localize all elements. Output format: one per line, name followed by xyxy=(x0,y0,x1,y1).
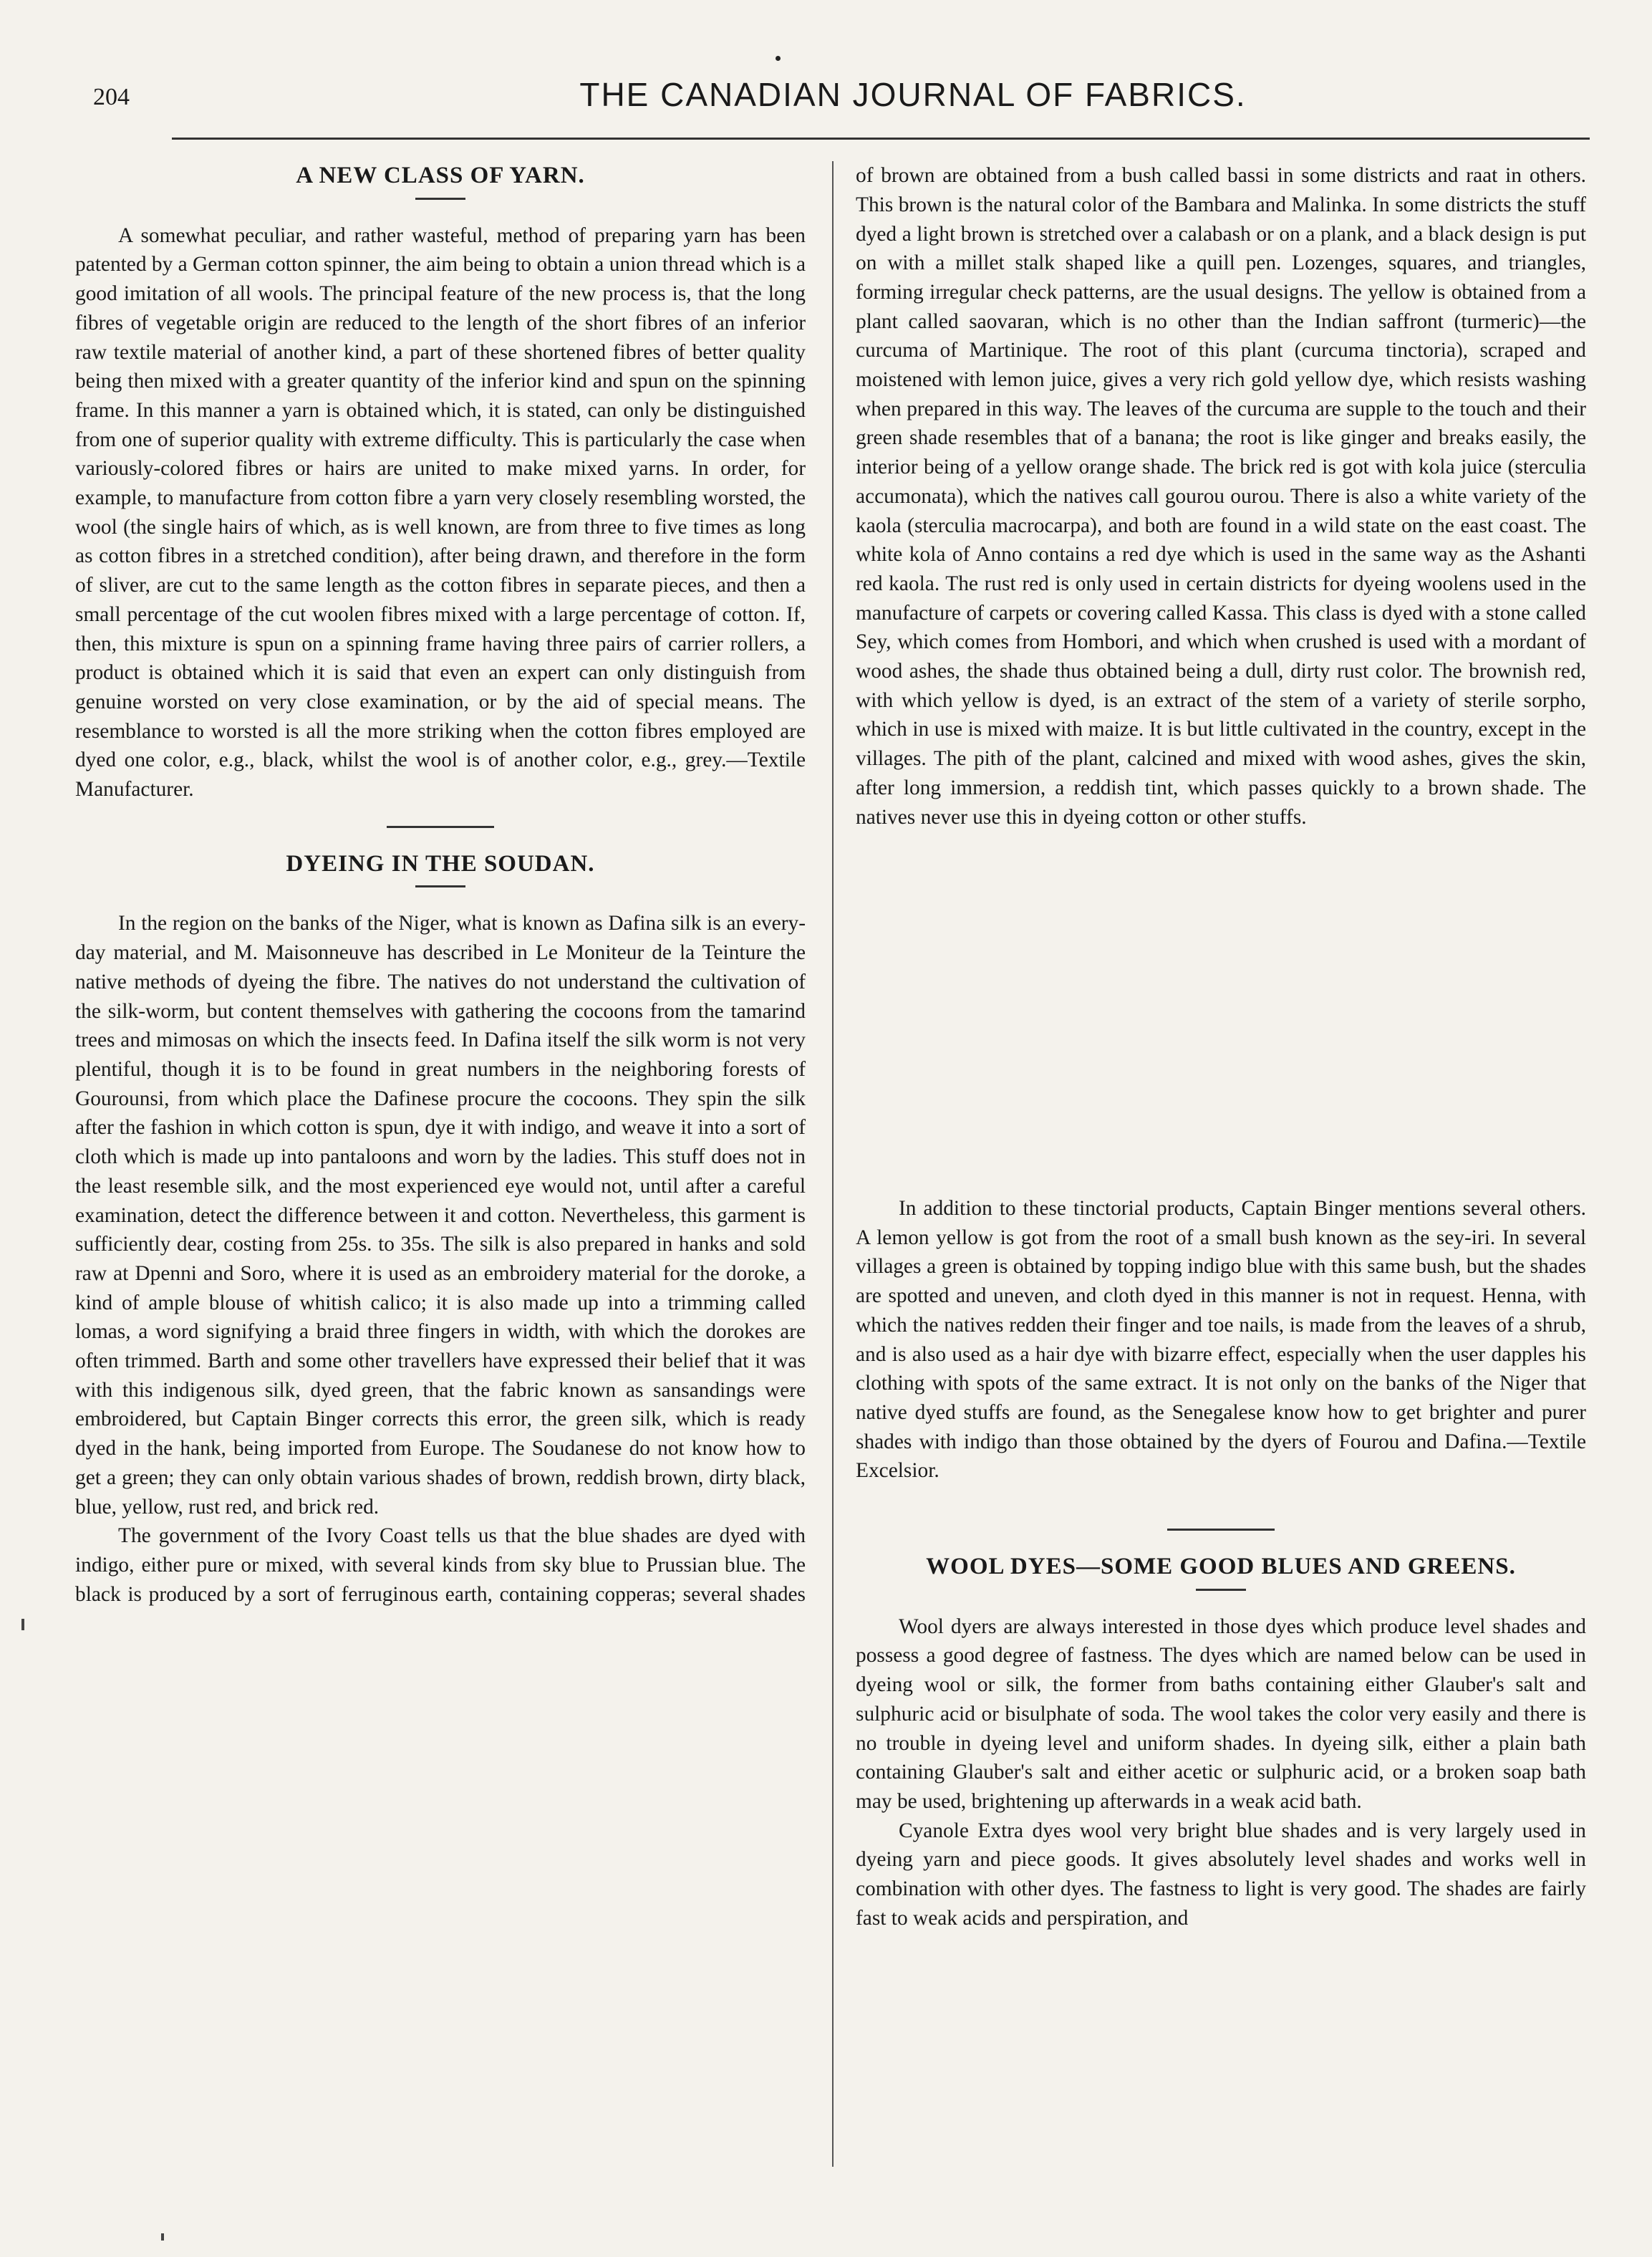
page-number: 204 xyxy=(93,84,130,110)
header-rule xyxy=(172,138,1590,140)
page-header xyxy=(93,75,1597,125)
continued-text: of brown are obtained from a bush called bassi in some districts and raat in others. This brown is the natural color of the Bambara and Malinka. In some districts the stuff dyed a light brown is stretched over a calabash or on a plank, and a black design is put on with a millet stalk shaped like a quill pen. Lozenges, squares, and triangles, forming irregular check patterns, are the usual designs. The yellow is obtained from a plant called saovaran, which is no other than the Indian saffront (turmeric)—the curcuma of Martinique. The root of this plant (curcuma tinctoria), scraped and moistened with lemon juice, gives a very rich gold yellow dye, which resists washing when prepared in this way. The leaves of the curcuma are supple to the touch and their green shade resembles that of a banana; the root is like ginger and breaks easily, the interior being of a yellow orange shade. The brick red is got with kola juice (sterculia accumonata), which the natives call gourou ourou. There is also a white variety of the kaola (sterculia macrocarpa), and both are found in a wild state on the east coast. The white kola of Anno contains a red dye which is used in the same way as the Ashanti red kaola. The rust red is only used in certain districts for dyeing woolens used in the manufacture of carpets or covering called Kassa. This class is dyed with a stone called Sey, which comes from Hombori, and which when crushed is used with a mordant of wood ashes, the shade thus obtained being a dull, dirty rust color. The brownish red, with which yellow is dyed, is an extract of the stem of a variety of sterile sorpho, which in use is mixed with maize. It is but little cultivated in the country, except in the villages. The pith of the plant, calcined and mixed with wood ashes, gives the skin, after long immersion, a reddish tint, which passes quickly to a brown shade. The natives never use this in dyeing cotton or other stuffs. xyxy=(856,164,1586,829)
article-body-yarn: A somewhat peculiar, and rather wasteful, method of preparing yarn has been patented by a German cotton spinner, the aim being to obtain a union thread which is a good imitation of all wools. The principal feature of the new process is, that the long fibres of vegetable origin are reduced to the length of the short fibres of an inferior raw textile material of another kind, a part of these shortened fibres of better quality being then mixed with a greater quantity of the inferior kind and spun on the spinning frame. In this manner a yarn is obtained which, it is stated, can only be distinguished from one of superior quality with extreme difficulty. This is particularly the case when variously-colored fibres or hairs are united to make mixed yarns. In order, for example, to manufacture from cotton fibre a yarn very closely resembling worsted, the wool (the single hairs of which, as is well known, are from three to five times as long as cotton fibres in a stretched condition), after being drawn, and therefore in the form of sliver, are cut to the same length as the cotton fibres in separate pieces, and then a small percentage of the cut woolen fibres mixed with a large percentage of cotton. If, then, this mixture is spun on a spinning frame having three pairs of carrier rollers, a product is obtained which it is said that even an expert can only distinguish from genuine worsted on very close examination, or by the aid of special means. The resemblance to worsted is all the more striking when the cotton fibres employed are dyed one color, e.g., black, whilst the wool is of another color, e.g., grey.—Textile Manufacturer. xyxy=(75,223,806,802)
section-divider xyxy=(1167,1529,1275,1531)
column-divider xyxy=(832,161,834,2167)
heading-rule xyxy=(1196,1589,1246,1591)
article-heading-wool: WOOL DYES—SOME GOOD BLUES AND GREENS. xyxy=(926,1554,1516,1580)
article-body-soudan-2-cont xyxy=(856,161,1586,1178)
article-heading-soudan: DYEING IN THE SOUDAN. xyxy=(286,850,595,877)
left-column xyxy=(75,161,806,1609)
heading-rule xyxy=(415,885,465,887)
section-divider xyxy=(387,826,494,828)
article-body-soudan-3: In addition to these tinctorial products, Captain Binger mentions several others. A lemon yellow is got from the root of a small bush known as the sey-iri. In several villages a green is obtained by topping indigo blue with this same bush, but the shades are spotted and uneven, and cloth dyed in this manner is not in request. Henna, with which the natives redden their finger and toe nails, is made from the leaves of a shrub, and is also used as a hair dye with bizarre effect, especially when the user dapples his clothing with spots of the same extract. It is not only on the banks of the Niger that native dyed stuffs are found, as the Senegalese know how to get brighter and purer shades with indigo than those obtained by the dyers of Fourou and Dafina.—Textile Excelsior. xyxy=(856,1197,1586,1483)
article-body-soudan-2: The government of the Ivory Coast tells us that the blue shades are dyed with indigo, either pure or mixed, with several kinds from sky blue to Prussian blue. The black is produced by a sort of ferruginous earth, containing copperas; several shades xyxy=(75,1524,806,1606)
print-speck xyxy=(776,56,781,61)
running-title: THE CANADIAN JOURNAL OF FABRICS. xyxy=(579,76,1247,113)
right-column xyxy=(856,161,1586,1933)
heading-rule xyxy=(415,198,465,200)
print-speck xyxy=(161,2233,164,2241)
article-body-soudan-1: In the region on the banks of the Niger, what is known as Dafina silk is an every-day material, and M. Maisonneuve has described in Le Moniteur de la Teinture the native methods of dyeing the fibre. The natives do not understand the cultivation of the silk-worm, but content themselves with gathering the cocoons from the tamarind trees and mimosas on which the insects feed. In Dafina itself the silk worm is not very plentiful, though it is to be found in great numbers in the neighboring forests of Gourounsi, from which place the Dafinese procure the cocoons. They spin the silk after the fashion in which cotton is spun, dye it with indigo, and weave it into a sort of cloth which is made up into pantaloons and worn by the ladies. This stuff does not in the least resemble silk, and the most experienced eye would not, until after a careful examination, detect the difference between it and cotton. Nevertheless, this garment is sufficiently dear, costing from 25s. to 35s. The silk is also prepared in hanks and sold raw at Dpenni and Soro, where it is used as an embroidery material for the doroke, a kind of ample blouse of whitish calico; it is also made up into a trimming called lomas, a word signifying a braid three fingers in width, with which the dorokes are often trimmed. Barth and some other travellers have expressed their belief that it was with this indigenous silk, dyed green, that the fabric known as sansandings were embroidered, but Captain Binger corrects this error, the green silk, which is ready dyed in the hank, being imported from Europe. The Soudanese do not know how to get a green; they can only obtain various shades of brown, reddish brown, dirty black, blue, yellow, rust red, and brick red. xyxy=(75,912,806,1519)
article-body-wool-2: Cyanole Extra dyes wool very bright blue shades and is very largely used in dyeing yarn and piece goods. It gives absolutely level shades and works well in combination with other dyes. The fastness to light is very good. The shades are fairly fast to weak acids and perspiration, and xyxy=(856,1819,1586,1930)
article-heading-yarn: A NEW CLASS OF YARN. xyxy=(296,163,585,188)
print-speck xyxy=(21,1619,24,1630)
article-body-wool-1: Wool dyers are always interested in those dyes which produce level shades and possess a good degree of fastness. The dyes which are named below can be used in dyeing wool or silk, the former from baths containing either Glauber's salt and sulphuric acid or bisulphate of soda. The wool takes the color very easily and there is no trouble in dyeing level and uniform shades. In dyeing silk, either a plain bath containing Glauber's salt and either acetic or sulphuric acid, or a broken soap bath may be used, brightening up afterwards in a weak acid bath. xyxy=(856,1614,1586,1813)
